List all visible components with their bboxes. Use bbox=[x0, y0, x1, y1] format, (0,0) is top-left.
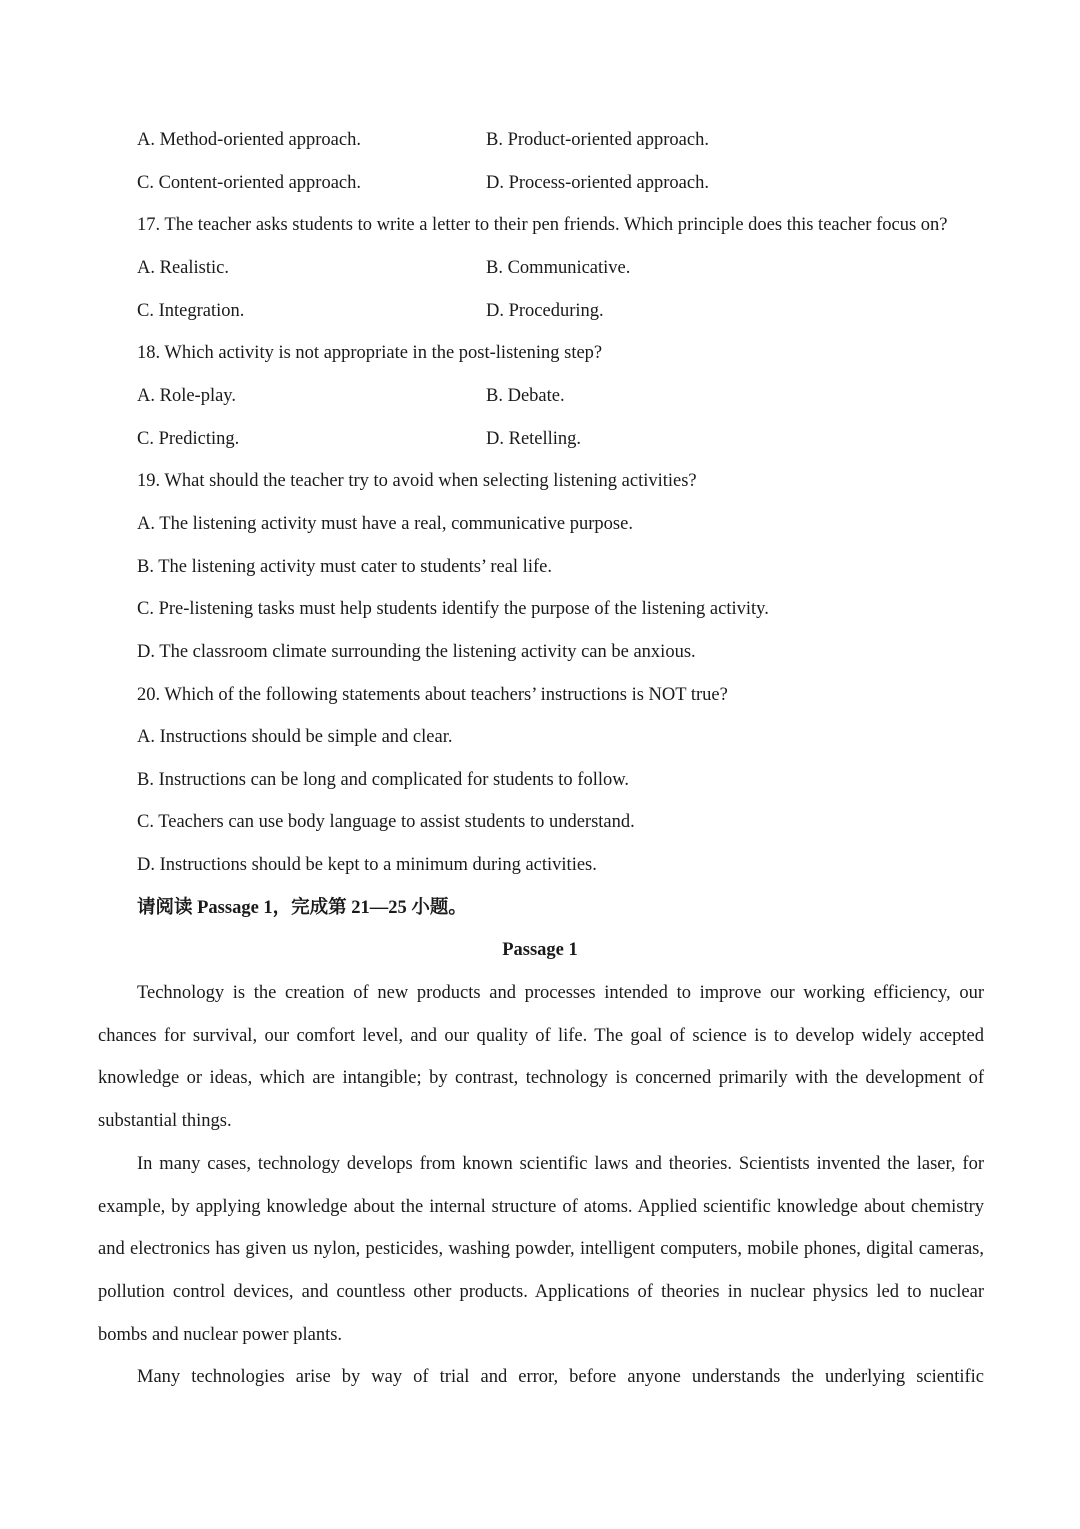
q19-option-d: D. The classroom climate surrounding the listening activity can be anxious. bbox=[137, 642, 696, 662]
q19-option-c: C. Pre-listening tasks must help students identify the purpose of the listening activity. bbox=[137, 599, 769, 619]
q20-option-d: D. Instructions should be kept to a minimum during activities. bbox=[137, 855, 597, 875]
section-instruction: 请阅读 Passage 1，完成第 21—25 小题。 bbox=[137, 898, 467, 918]
q20-stem: 20. Which of the following statements about teachers’ instructions is NOT true? bbox=[137, 685, 728, 705]
q20-option-a: A. Instructions should be simple and clear. bbox=[137, 727, 453, 747]
q17-option-a: A. Realistic. bbox=[137, 258, 229, 278]
passage-title: Passage 1 bbox=[502, 940, 578, 960]
q18-option-d: D. Retelling. bbox=[486, 429, 582, 449]
q18-stem: 18. Which activity is not appropriate in the post-listening step? bbox=[137, 343, 603, 363]
q16-option-c: C. Content-oriented approach. bbox=[137, 173, 361, 193]
q16-option-a: A. Method-oriented approach. bbox=[137, 130, 361, 150]
q17-option-c: C. Integration. bbox=[137, 301, 245, 321]
q20-option-b: B. Instructions can be long and complicated for students to follow. bbox=[137, 770, 630, 790]
q17-option-d: D. Proceduring. bbox=[486, 301, 604, 321]
q20-option-c: C. Teachers can use body language to assist students to understand. bbox=[137, 812, 635, 832]
passage-paragraph-3: Many technologies arise by way of trial and error, before anyone understands the underlying scientific bbox=[137, 1367, 984, 1387]
q17-option-b: B. Communicative. bbox=[486, 258, 631, 278]
q16-option-d: D. Process-oriented approach. bbox=[486, 173, 709, 193]
q18-option-b: B. Debate. bbox=[486, 386, 565, 406]
q19-stem: 19. What should the teacher try to avoid when selecting listening activities? bbox=[137, 471, 697, 491]
passage-paragraph-1: Technology is the creation of new products and processes intended to improve our working efficiency, our chances for survival, our comfort level, and our quality of life. The goal of science is to develop widely accepted knowledge or ideas, which are intangible; by contrast, technology is concerned primarily with the development of substantial things. bbox=[98, 983, 984, 1132]
passage-paragraph-2: In many cases, technology develops from known scientific laws and theories. Scientists invented the laser, for example, by applying knowledge about the internal structure of atoms. Applied scientific knowledge about chemistry and electronics has given us nylon, pesticides, washing powder, intelligent computers, mobile phones, digital cameras, pollution control devices, and countless other products. Applications of theories in nuclear physics led to nuclear bombs and nuclear power plants. bbox=[98, 1154, 984, 1345]
q19-option-a: A. The listening activity must have a real, communicative purpose. bbox=[137, 514, 633, 534]
q16-option-b: B. Product-oriented approach. bbox=[486, 130, 709, 150]
q19-option-b: B. The listening activity must cater to students’ real life. bbox=[137, 557, 552, 577]
q17-stem: 17. The teacher asks students to write a letter to their pen friends. Which principle does this teacher focus on? bbox=[137, 215, 948, 235]
q18-option-a: A. Role-play. bbox=[137, 386, 236, 406]
q18-option-c: C. Predicting. bbox=[137, 429, 240, 449]
